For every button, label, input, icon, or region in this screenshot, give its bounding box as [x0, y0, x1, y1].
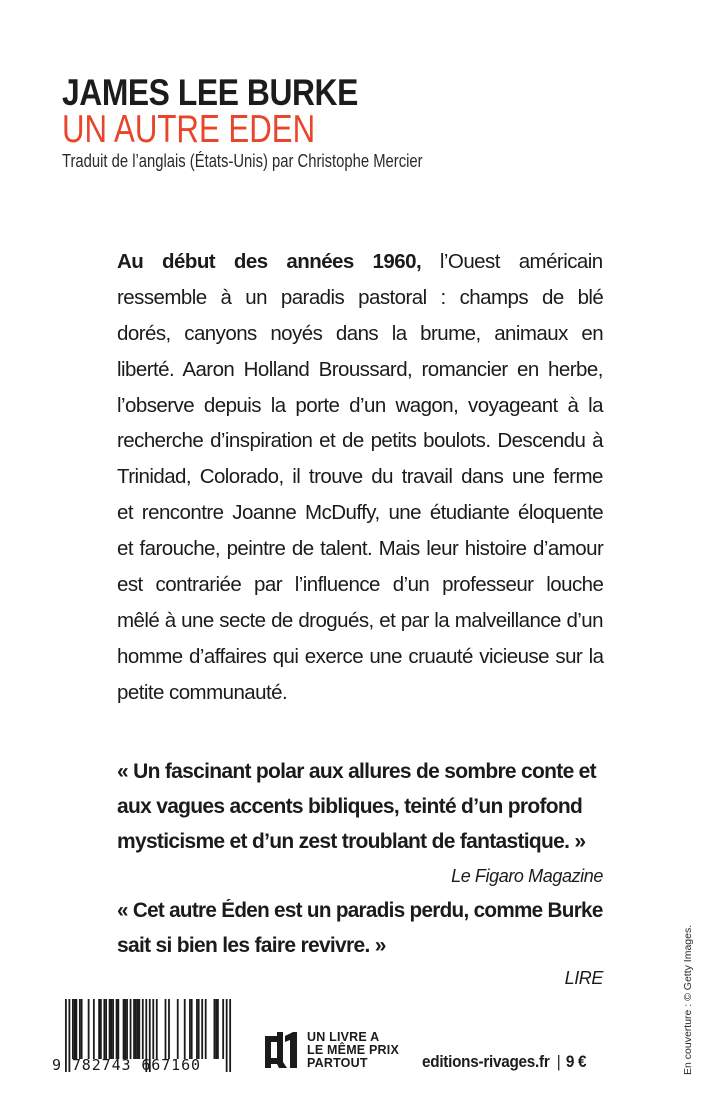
synopsis-lead: Au début des années 1960, [117, 250, 422, 273]
barcode-bar [98, 999, 100, 1059]
synopsis-line: recherche d’inspiration et de petits boulots. Descendu à [117, 429, 604, 453]
press-quotes [117, 754, 603, 993]
barcode-bar [226, 999, 228, 1072]
quote-line: aux vagues accents bibliques, teinté d’un profond [117, 795, 583, 818]
barcode-bar [72, 999, 74, 1059]
book-price: 9 € [565, 1052, 587, 1071]
barcode-bar [138, 999, 140, 1059]
livre-prix-unique-icon [263, 1030, 301, 1070]
barcode-bar [109, 999, 111, 1059]
barcode-bar [123, 999, 125, 1059]
synopsis-line: Au début des années 1960, l’Ouest américain [117, 250, 603, 273]
cover-photo-credit: En couverture : © Getty Images. [682, 924, 694, 1075]
barcode-bar [217, 999, 219, 1059]
barcode-bar [126, 999, 128, 1059]
barcode-bar [135, 999, 137, 1059]
barcode-bar [191, 999, 193, 1059]
synopsis-line: petite communauté. [117, 680, 288, 704]
quote-source: LIRE [564, 968, 603, 988]
synopsis-line: est contrariée par l’influence d’un professeur louche [117, 573, 604, 597]
barcode-bar [133, 999, 135, 1059]
synopsis-line: et rencontre Joanne McDuffy, une étudiante éloquente [117, 501, 604, 525]
barcode-bar [79, 999, 81, 1059]
barcode-bar [177, 999, 179, 1059]
barcode-bar [196, 999, 198, 1059]
barcode-bar [137, 999, 139, 1059]
synopsis [117, 244, 603, 711]
barcode-bar [105, 999, 107, 1059]
barcode-bar [103, 999, 105, 1059]
quote-source: Le Figaro Magazine [451, 866, 603, 886]
barcode-bar [74, 999, 76, 1059]
barcode-bar [184, 999, 186, 1059]
barcode-bar [198, 999, 200, 1059]
synopsis-line: homme d’affaires qui exerce une cruauté vicieuse sur la [117, 644, 604, 668]
synopsis-line: et farouche, peintre de talent. Mais leur histoire d’amour [117, 537, 604, 561]
barcode-bar [75, 999, 77, 1059]
prix-unique-logo [263, 1030, 399, 1070]
publisher-website: editions-rivages.fr [422, 1052, 550, 1071]
barcode-bar [165, 999, 167, 1059]
footer-separator: | [556, 1052, 561, 1071]
quote-line: « Cet autre Éden est un paradis perdu, comme Burke [117, 899, 603, 922]
quote-line: « Un fascinant polar aux allures de sombre conte et [117, 760, 596, 783]
synopsis-line: ressemble à un paradis pastoral : champs de blé [117, 285, 604, 309]
synopsis-line: dorés, canyons noyés dans la brume, animaux en [117, 321, 604, 345]
translator-credit: Traduit de l’anglais (États-Unis) par Christophe Mercier [62, 150, 423, 171]
barcode-bar [205, 999, 207, 1059]
barcode-bar [222, 999, 224, 1059]
synopsis-line: mêlé à une secte de drogués, et par la malveillance d’un [117, 608, 604, 632]
synopsis-line: liberté. Aaron Holland Broussard, romancier en herbe, [117, 357, 603, 381]
barcode-bar [116, 999, 118, 1059]
barcode-bar [229, 999, 231, 1072]
barcode-bar [142, 999, 144, 1059]
barcode-bar [110, 999, 112, 1059]
barcode-bar [189, 999, 191, 1059]
barcode-bar [112, 999, 114, 1059]
footer-publisher [422, 1052, 586, 1072]
barcode-bar [201, 999, 203, 1059]
quote-line: mysticisme et d’un zest troublant de fantastique. » [117, 830, 586, 853]
barcode-bar [130, 999, 132, 1059]
barcode-bar [156, 999, 158, 1059]
barcode-bar [100, 999, 102, 1059]
synopsis-line: Trinidad, Colorado, il trouve du travail dans une ferme [117, 465, 603, 489]
press-quote [117, 893, 603, 963]
isbn-digits: 9 782743 667160 [52, 1056, 201, 1074]
barcode-bar [117, 999, 119, 1059]
prix-unique-text: UN LIVRE A LE MÊME PRIX PARTOUT [307, 1029, 399, 1070]
isbn-barcode [48, 998, 238, 1078]
barcode-bar [215, 999, 217, 1059]
barcode-bar [152, 999, 154, 1059]
book-title: UN AUTRE EDEN [62, 108, 316, 151]
cover-header [62, 74, 513, 172]
barcode-bar [124, 999, 126, 1059]
barcode-bar [81, 999, 83, 1059]
barcode-bar [93, 999, 95, 1059]
press-quote [117, 754, 603, 859]
author-name: JAMES LEE BURKE [62, 72, 358, 113]
synopsis-line: l’observe depuis la porte d’un wagon, voyageant à la [117, 393, 603, 417]
barcode-bar [214, 999, 216, 1059]
quote-line: sait si bien les faire revivre. » [117, 934, 386, 957]
barcode-bar [168, 999, 170, 1059]
barcode-bar [88, 999, 90, 1059]
